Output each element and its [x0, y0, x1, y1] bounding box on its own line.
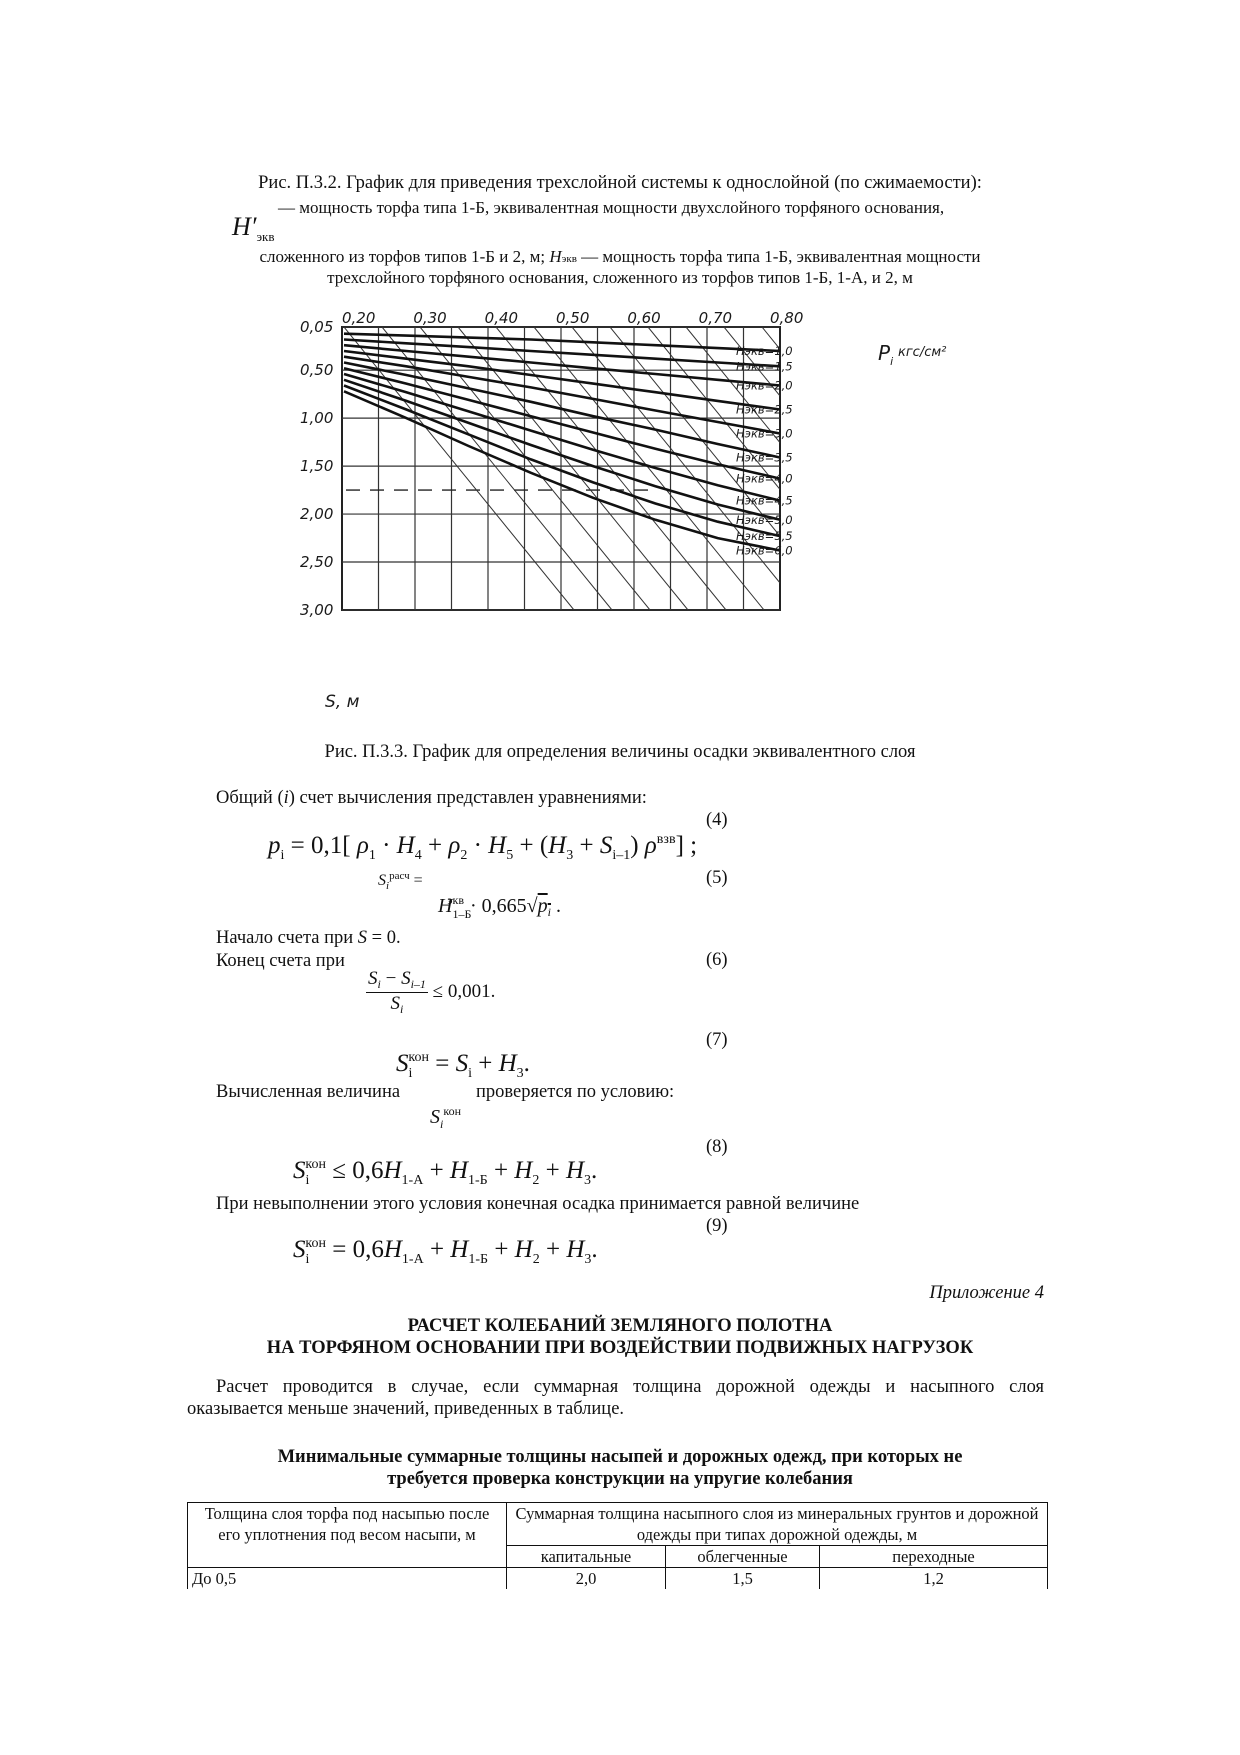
left-tick-label: 2,00 — [300, 505, 334, 524]
left-tick-label: 0,05 — [300, 318, 334, 336]
paragraph-line2: оказывается меньше значений, приведенных в таблице. — [187, 1399, 625, 1419]
end-text: Конец счета при — [216, 951, 345, 971]
curve-label: Нэкв=1,5 — [736, 359, 793, 374]
caption-line4: трехслойного торфяного основания, сложенного из торфов типов 1-Б, 1-А, и 2, м — [327, 268, 913, 287]
paragraph-line1: Расчет проводится в случае, если суммарная толщина дорожной одежды и насыпного слоя — [216, 1377, 1044, 1397]
table-header-group: Суммарная толщина насыпного слоя из минеральных грунтов и дорожной одежды при типах дорожной одежды, м — [507, 1503, 1048, 1546]
table-cell-value: 2,0 — [507, 1568, 666, 1590]
check-text-after: проверяется по условию: — [476, 1082, 675, 1102]
curve-label: Нэкв=6,0 — [736, 543, 793, 558]
y-axis-label: S, м — [325, 692, 360, 712]
check-text-before: Вычисленная величина — [216, 1082, 401, 1102]
curve-label: Нэкв=5,5 — [736, 529, 793, 544]
table-cell-value: 1,5 — [666, 1568, 820, 1590]
left-tick-label: 3,00 — [300, 601, 334, 619]
figure-caption-p33: Рис. П.3.3. График для определения величины осадки эквивалентного слоя — [324, 742, 916, 762]
curve-label: Нэкв=2,0 — [736, 378, 793, 393]
equation-5-rhs: $H_{1-Б}^{экв} \cdot 0,665√p_i$ . — [438, 893, 561, 921]
table-subheader-transitional: переходные — [820, 1546, 1048, 1568]
chart-diagonals — [344, 327, 950, 610]
curve-line — [344, 340, 780, 367]
diagonal-line — [838, 327, 950, 610]
diagonal-line — [686, 327, 916, 610]
top-axis-unit: кгс/см² — [898, 345, 947, 360]
equation-9: $S_i^{кон} = 0,6H_{1-А} + H_{1-Б} + H_2 + H_3$. — [293, 1236, 598, 1267]
table-row — [188, 1568, 1048, 1590]
curve-label: Нэкв=3,0 — [736, 426, 793, 441]
top-tick-label: 0,60 — [627, 310, 661, 327]
equation-number-8: (8) — [706, 1137, 728, 1157]
h-prime-ekv-symbol: $H'_{экв}$ — [232, 212, 275, 244]
curve-label: Нэкв=4,0 — [736, 471, 793, 486]
top-tick-label: 0,70 — [698, 310, 733, 327]
chart-curves — [344, 334, 780, 551]
left-tick-label: 1,50 — [300, 457, 334, 476]
top-tick-label: 0,80 — [770, 310, 804, 327]
caption-line3: сложенного из торфов типов 1-Б и 2, м; Hэкв — мощность торфа типа 1-Б, эквивалентная мощности — [259, 247, 981, 266]
top-tick-label: 0,30 — [413, 310, 447, 327]
diagonal-line — [800, 327, 950, 610]
appendix-label: Приложение 4 — [929, 1283, 1044, 1303]
equation-7: $S_i^{кон} = S_i + H_3$. — [396, 1050, 530, 1081]
table-cell-depth: До 0,5 — [188, 1568, 507, 1590]
curve-label: Нэкв=2,5 — [736, 402, 793, 417]
section-heading-line2: НА ТОРФЯНОМ ОСНОВАНИИ ПРИ ВОЗДЕЙСТВИИ ПОДВИЖНЫХ НАГРУЗОК — [266, 1338, 974, 1358]
chart-grid — [342, 327, 780, 610]
fail-text: При невыполнении этого условия конечная осадка принимается равной величине — [216, 1194, 860, 1214]
equation-5-lhs: $S_i^{расч}$ = — [378, 870, 423, 892]
equation-6: $\frac{S_i - S_{i-1}}{S_i}$ ≤ 0,001. — [368, 968, 496, 1016]
top-tick-label: 0,50 — [556, 310, 590, 327]
top-tick-label: 0,40 — [484, 310, 519, 327]
equation-number-6: (6) — [706, 950, 728, 970]
curve-label: Нэкв=5,0 — [736, 512, 793, 527]
left-axis-ticks — [300, 318, 333, 619]
s-i-kon-symbol: $S_i^{кон}$ — [430, 1104, 461, 1131]
left-tick-label: 0,50 — [300, 361, 334, 380]
table-subheader-capital: капитальные — [507, 1546, 666, 1568]
diagonal-line — [610, 327, 840, 610]
intro-text: Общий (i) счет вычисления представлен уравнениями: — [216, 788, 647, 808]
start-text: Начало счета при S = 0. — [216, 928, 401, 948]
table-title-line2: требуется проверка конструкции на упругие колебания — [387, 1469, 853, 1489]
equation-8: $S_i^{кон} \le 0,6H_{1-А} + H_{1-Б} + H_2 + H_3$. — [293, 1157, 598, 1188]
curve-line — [344, 368, 780, 478]
equation-number-5: (5) — [706, 868, 728, 888]
table-header-depth: Толщина слоя торфа под насыпью после его уплотнения под весом насыпи, м — [188, 1503, 507, 1568]
equation-number-7: (7) — [706, 1030, 728, 1050]
min-thickness-table — [187, 1502, 1048, 1589]
table-subheader-light: облегченные — [666, 1546, 820, 1568]
top-axis-ticks — [342, 310, 803, 327]
top-tick-label: 0,20 — [342, 310, 376, 327]
equation-number-4: (4) — [706, 810, 728, 830]
left-tick-label: 1,00 — [300, 409, 334, 428]
diagonal-line — [534, 327, 764, 610]
section-heading-line1: РАСЧЕТ КОЛЕБАНИЙ ЗЕМЛЯНОГО ПОЛОТНА — [407, 1316, 833, 1336]
curve-label: Нэкв=4,5 — [736, 493, 793, 508]
left-tick-label: 2,50 — [300, 553, 334, 572]
table-cell-value: 1,2 — [820, 1568, 1048, 1590]
table-title-line1: Минимальные суммарные толщины насыпей и дорожных одежд, при которых не — [277, 1447, 963, 1467]
caption-line2: — мощность торфа типа 1-Б, эквивалентная мощности двухслойного торфяного основания, — [278, 198, 945, 217]
settlement-chart — [290, 310, 950, 720]
equation-4: $p_i = 0,1$[ $\rho_1 \cdot H_4 + \rho_2 \cdot H_5 + (H_3 + S_{i-1})$ $\rho^{взв}$] ; — [268, 832, 698, 863]
equation-number-9: (9) — [706, 1216, 728, 1236]
curve-line — [344, 357, 780, 434]
curve-label: Нэкв=3,5 — [736, 450, 793, 465]
top-axis-unit-symbol: $P_i$ — [878, 341, 894, 368]
curve-label: Нэкв=1,0 — [736, 343, 793, 358]
figure-caption-p32: Рис. П.3.2. График для приведения трехслойной системы к однослойной (по сжимаемости): — [258, 173, 982, 193]
